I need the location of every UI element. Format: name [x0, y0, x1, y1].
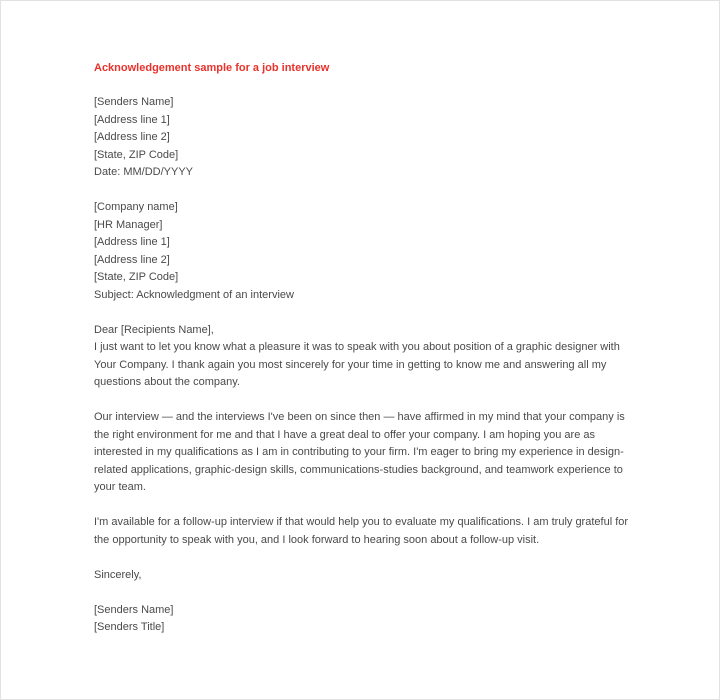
sender-address-block — [94, 94, 639, 182]
recipient-state-zip: [State, ZIP Code] — [94, 271, 179, 283]
letter-content — [94, 60, 639, 654]
letter-paragraph-2: Our interview — and the interviews I've been on since then — have affirmed in my mind that your company is the right environment for me and that I have a great deal to offer your company. I am hoping you are as interested in my qualifications as I am in contributing to your firm. I'm eager to bring my experience in design-related applications, graphic-design skills, communications-studies background, and teamwork experience to your team. — [94, 411, 625, 493]
sender-state-zip: [State, ZIP Code] — [94, 148, 179, 161]
salutation: Dear [Recipients Name], — [94, 323, 214, 336]
letter-paragraph-3: I'm available for a follow-up interview if that would help you to evaluate my qualifications. I am truly grateful for the opportunity to speak with you, and I look forward to hearing soon about a follow-up visit. — [94, 516, 629, 546]
signature-title: [Senders Title] — [94, 621, 165, 633]
sender-address-line-1: [Address line 1] — [94, 113, 170, 126]
signature-name: [Senders Name] — [94, 603, 174, 616]
recipient-address-block — [94, 199, 639, 304]
recipient-address-line-2: [Address line 2] — [94, 253, 170, 266]
body-paragraph-1-text: I just want to let you know what a pleasure it was to speak with you about position of a graphic designer with Your Company. I thank again you most sincerely for your time in getting to know me and answering all my questions about the company. — [94, 341, 620, 388]
closing: Sincerely, — [94, 568, 142, 581]
letter-subject: Subject: Acknowledgment of an interview — [94, 288, 294, 301]
sender-address-line-2: [Address line 2] — [94, 131, 170, 143]
recipient-company: [Company name] — [94, 201, 178, 213]
letter-date: Date: MM/DD/YYYY — [94, 166, 194, 178]
recipient-address-line-1: [Address line 1] — [94, 236, 170, 248]
document-title: Acknowledgement sample for a job interview — [94, 62, 330, 74]
signature-block — [94, 602, 639, 637]
recipient-hr-manager: [HR Manager] — [94, 218, 163, 231]
sender-name: [Senders Name] — [94, 96, 174, 108]
letter-paragraph-1 — [94, 322, 639, 392]
